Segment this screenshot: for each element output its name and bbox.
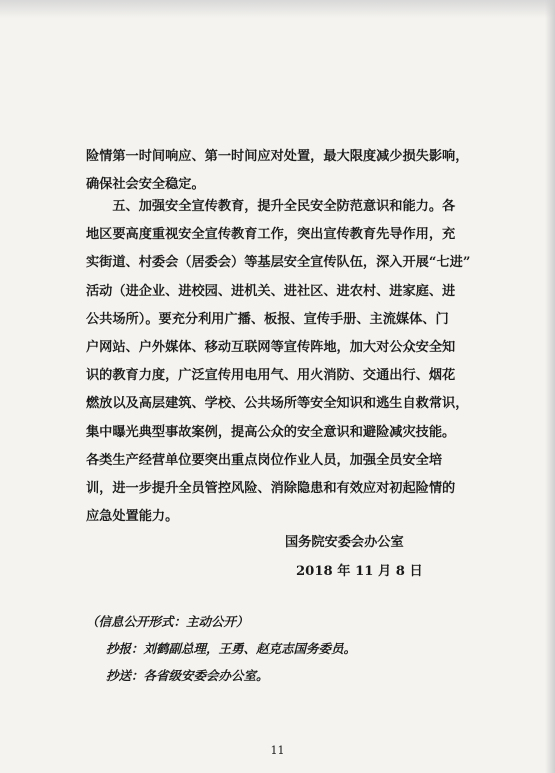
text-line: 活动（进企业、进校园、进机关、进社区、进农村、进家庭、进 xyxy=(86,283,456,299)
scan-top-edge xyxy=(0,0,555,18)
signature-organization: 国务院安委会办公室 xyxy=(285,535,404,550)
text-line: 地区要高度重视安全宣传教育工作，突出宣传教育先导作用，充 xyxy=(86,227,456,243)
signature-date: 2018 年 11 月 8 日 xyxy=(296,564,423,579)
paragraph-section-five xyxy=(86,193,476,531)
paragraph-continuation xyxy=(86,143,476,199)
text-line: 确保社会安全稳定。 xyxy=(86,177,205,193)
text-line: 应急处置能力。 xyxy=(86,509,179,525)
text-line: 实街道、村委会（居委会）等基层安全宣传队伍，深入开展“七进” xyxy=(86,255,471,271)
page-number: 11 xyxy=(270,744,285,757)
text-line: 训，进一步提升全员管控风险、消除隐患和有效应对初起险情的 xyxy=(86,480,456,496)
scan-right-edge xyxy=(545,0,555,773)
text-line: 各类生产经营单位要突出重点岗位作业人员，加强全员安全培 xyxy=(86,452,443,468)
text-line: 五、加强安全宣传教育，提升全民安全防范意识和能力。各 xyxy=(86,199,456,214)
cc-report-line: 抄报：刘鹤副总理，王勇、赵克志国务委员。 xyxy=(106,641,357,656)
text-line: 集中曝光典型事故案例，提高公众的安全意识和避险减灾技能。 xyxy=(86,424,456,440)
cc-send-line: 抄送：各省级安委会办公室。 xyxy=(106,668,269,683)
text-line: 公共场所）。要充分利用广播、板报、宣传手册、主流媒体、门 xyxy=(86,311,449,327)
disclosure-note: （信息公开形式：主动公开） xyxy=(86,614,249,629)
text-line: 识的教育力度，广泛宣传用电用气、用火消防、交通出行、烟花 xyxy=(86,368,456,384)
info-block xyxy=(86,608,486,689)
text-line: 险情第一时间响应、第一时间应对处置，最大限度减少损失影响， xyxy=(86,149,469,164)
text-line: 燃放以及高层建筑、学校、公共场所等安全知识和逃生自救常识， xyxy=(86,396,469,412)
text-line: 户网站、户外媒体、移动互联网等宣传阵地，加大对公众安全知 xyxy=(86,339,456,355)
